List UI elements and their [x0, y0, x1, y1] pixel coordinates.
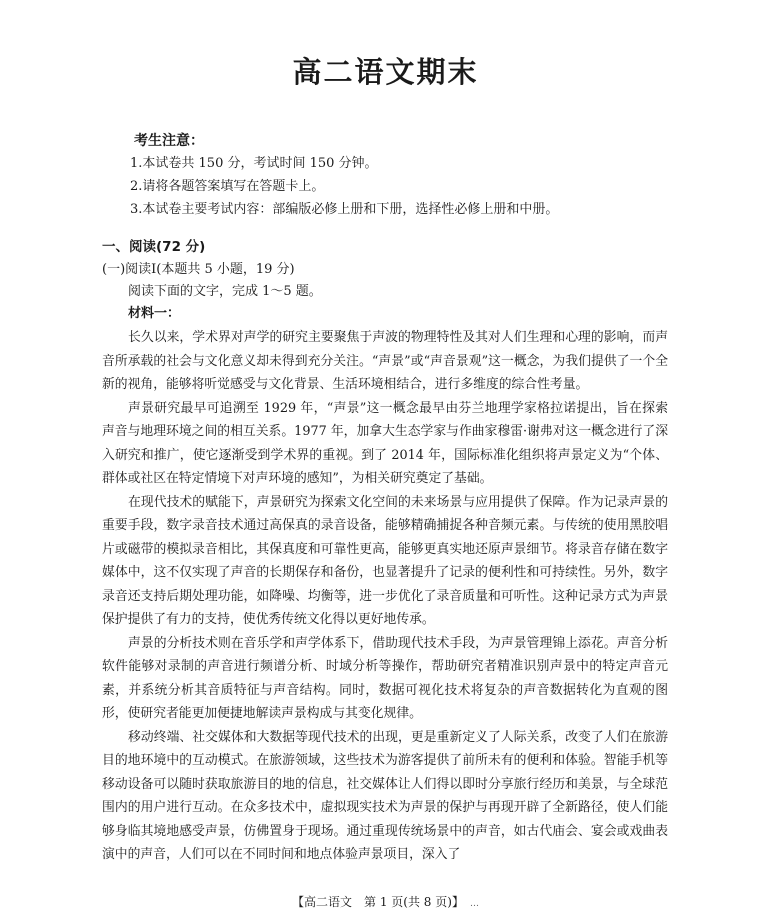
page-footer [0, 893, 771, 910]
footer-mark: … [469, 899, 479, 909]
paragraph-4: 声景的分析技术则在音乐学和声学体系下，借助现代技术手段，为声景管理锦上添花。声音分析软件能够对录制的声音进行频谱分析、时域分析等操作，帮助研究者精准识别声景中的特定声音元素，并系统分析其音质特征与声音结构。同时，数据可视化技术将复杂的声音数据转化为直观的图形，使研究者能更加便捷地解读声景构成与其变化规律。 [102, 635, 668, 721]
notice-heading: 考生注意： [134, 133, 204, 149]
paragraph-2: 声景研究最早可追溯至 1929 年，“声景”这一概念最早由芬兰地理学家格拉诺提出，旨在探索声音与地理环境之间的相互关系。1977 年，加拿大生态学家与作曲家穆雷·谢弗对这一概念进行了深入研究和推广，使它逐渐受到学术界的重视。到了 2014 年，国际标准化组织将声景定义为“个体、群体或社区在特定情境下对声环境的感知”，为相关研究奠定了基础。 [102, 400, 668, 486]
reading-section [102, 235, 668, 867]
paragraph-3: 在现代技术的赋能下，声景研究为探索文化空间的未来场景与应用提供了保障。作为记录声景的重要手段，数字录音技术通过高保真的录音设备，能够精确捕捉各种音频元素。与传统的使用黑胶唱片或磁带的模拟录音相比，其保真度和可靠性更高，能够更真实地还原声景细节。将录音存储在数字媒体中，这不仅实现了声音的长期保存和备份，也显著提升了记录的便利性和可持续性。另外，数字录音还支持后期处理功能，如降噪、均衡等，进一步优化了录音质量和可听性。这种记录方式为声景保护提供了有力的支持，使优秀传统文化得以更好地传承。 [102, 494, 668, 627]
paragraph-5: 移动终端、社交媒体和大数据等现代技术的出现，更是重新定义了人际关系，改变了人们在旅游目的地环境中的互动模式。在旅游领域，这些技术为游客提供了前所未有的便利和体验。智能手机等移动设备可以随时获取旅游目的地的信息，社交媒体让人们得以即时分享旅行经历和美景，与全球范围内的用户进行互动。在众多技术中，虚拟现实技术为声景的保护与再现开辟了全新路径，使人们能够身临其境地感受声景，仿佛置身于现场。通过重现传统场景中的声音，如古代庙会、宴会或戏曲表演中的声音，人们可以在不同时间和地点体验声景项目，深入了 [102, 729, 668, 862]
notice-item-2: 2.请将各题答案填写在答题卡上。 [130, 179, 325, 194]
notice-block [130, 130, 730, 221]
subsection-heading: (一)阅读Ⅰ(本题共 5 小题，19 分) [102, 262, 295, 277]
instruction-text: 阅读下面的文字，完成 1～5 题。 [128, 284, 322, 299]
page-title: 高二语文期末 [292, 55, 479, 89]
material-text [102, 326, 668, 867]
notice-item-3: 3.本试卷主要考试内容：部编版必修上册和下册，选择性必修上册和中册。 [130, 202, 559, 217]
page-number: 【高二语文 第 1 页(共 8 页)】 [292, 895, 464, 909]
section-heading: 一、阅读(72 分) [102, 239, 206, 255]
material-label: 材料一： [128, 306, 181, 321]
notice-item-1: 1.本试卷共 150 分，考试时间 150 分钟。 [130, 156, 378, 171]
paragraph-1: 长久以来，学术界对声学的研究主要聚焦于声波的物理特性及其对人们生理和心理的影响，而声音所承载的社会与文化意义却未得到充分关注。“声景”或“声音景观”这一概念，为我们提供了一个全新的视角，能够将听觉感受与文化背景、生活环境相结合，进行多维度的综合性考量。 [102, 330, 668, 392]
